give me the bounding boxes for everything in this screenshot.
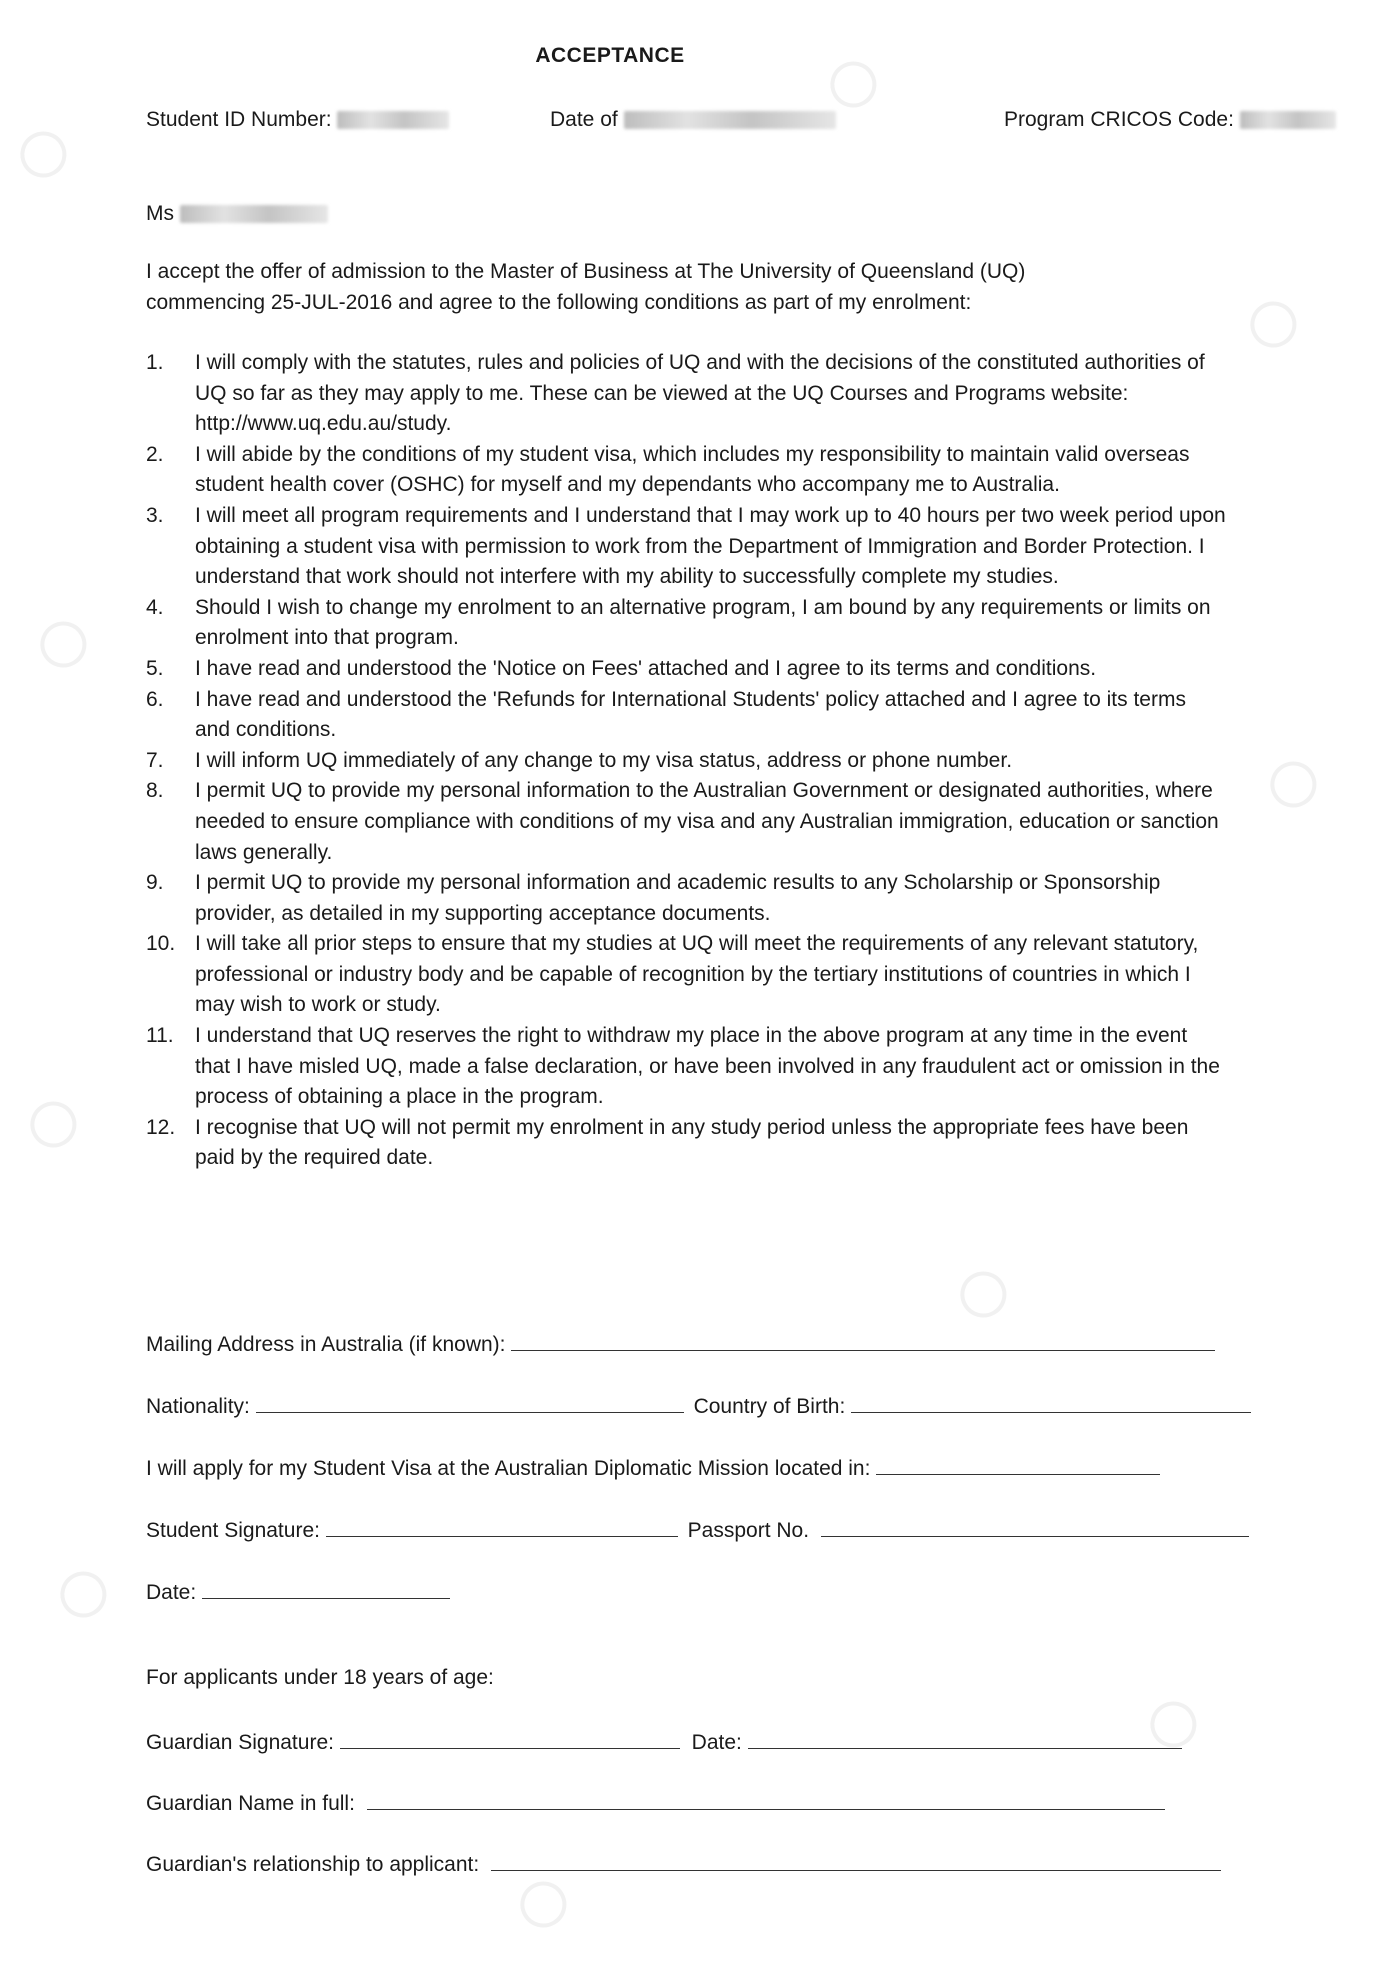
student-signature-row xyxy=(146,1514,1249,1543)
visa-mission-label: I will apply for my Student Visa at the Australian Diplomatic Mission located in: xyxy=(146,1457,871,1480)
guardian-section-heading: For applicants under 18 years of age: xyxy=(146,1666,494,1689)
list-item xyxy=(146,593,1226,654)
guardian-relationship-row xyxy=(146,1848,1221,1877)
date-row xyxy=(146,1576,450,1605)
date-of-birth-label: Date of xyxy=(550,108,618,131)
list-item-number: 1. xyxy=(146,351,164,374)
guardian-date-label: Date: xyxy=(691,1731,742,1754)
date-field[interactable] xyxy=(202,1576,450,1599)
list-item xyxy=(146,501,1226,593)
salutation xyxy=(146,202,328,226)
guardian-name-field[interactable] xyxy=(367,1787,1165,1810)
country-of-birth-label: Country of Birth: xyxy=(693,1395,846,1418)
page-title: ACCEPTANCE xyxy=(535,44,685,67)
student-id-redacted xyxy=(337,111,449,129)
list-item-number: 11. xyxy=(146,1024,174,1048)
list-item-text: I have read and understood the 'Refunds for International Students' policy attached and I agree to its terms and conditions. xyxy=(195,687,1186,742)
list-item-text: Should I wish to change my enrolment to an alternative program, I am bound by any requirements or limits on enrolment into that program. xyxy=(195,595,1211,650)
list-item xyxy=(146,440,1226,501)
list-item xyxy=(146,1113,1226,1174)
watermark-seal-icon xyxy=(1242,290,1310,356)
list-item-number: 6. xyxy=(146,687,164,711)
list-item-number: 4. xyxy=(146,595,164,619)
watermark-seal-icon xyxy=(952,1260,1020,1326)
list-item-text: I understand that UQ reserves the right to withdraw my place in the above program at any time in the event that I have misled UQ, made a false declaration, or have been involved in any fraudulent act or omission in the process of obtaining a place in the program. xyxy=(195,1024,1220,1109)
student-signature-field[interactable] xyxy=(326,1514,678,1537)
watermark-seal-icon xyxy=(1262,750,1330,816)
list-item-number: 8. xyxy=(146,779,164,803)
watermark-seal-icon xyxy=(512,1870,580,1936)
student-id-label: Student ID Number: xyxy=(146,108,332,131)
list-item-number: 10. xyxy=(146,932,176,956)
guardian-relationship-field[interactable] xyxy=(491,1848,1221,1871)
cricos-code-field xyxy=(1004,108,1336,132)
list-item-text: I will inform UQ immediately of any change to my visa status, address or phone number. xyxy=(195,748,1013,772)
guardian-signature-row xyxy=(146,1726,1182,1755)
visa-mission-row xyxy=(146,1452,1160,1481)
list-item-text: I will meet all program requirements and I understand that I may work up to 40 hours per two week period upon obtaining a student visa with permission to work from the Department of Immigration and Border Protection. I understand that work should not interfere with my ability to successfully complete my studies. xyxy=(195,503,1226,589)
list-item-number: 12. xyxy=(146,1115,176,1139)
list-item xyxy=(146,348,1226,440)
country-of-birth-field[interactable] xyxy=(851,1390,1251,1413)
mailing-address-field[interactable] xyxy=(511,1328,1215,1351)
list-item-number: 2. xyxy=(146,442,164,466)
list-item xyxy=(146,929,1226,1021)
list-item-number: 7. xyxy=(146,748,164,772)
list-item-text: I have read and understood the 'Notice on Fees' attached and I agree to its terms and conditions. xyxy=(195,656,1097,680)
mailing-address-label: Mailing Address in Australia (if known): xyxy=(146,1333,506,1356)
watermark-seal-icon xyxy=(52,1560,120,1626)
list-item xyxy=(146,776,1226,868)
watermark-seal-icon xyxy=(22,1090,90,1156)
date-of-birth-redacted xyxy=(624,111,836,129)
acceptance-statement: I accept the offer of admission to the Master of Business at The University of Queensland (UQ) commencing 25-JUL-2016 and agree to the following conditions as part of my enrolment: xyxy=(146,260,1026,314)
student-signature-label: Student Signature: xyxy=(146,1519,320,1542)
guardian-relationship-label: Guardian's relationship to applicant: xyxy=(146,1853,480,1876)
mailing-address-row xyxy=(146,1328,1215,1357)
list-item-text: I will abide by the conditions of my student visa, which includes my responsibility to maintain valid overseas student health cover (OSHC) for myself and my dependants who accompany me to Australia. xyxy=(195,442,1190,497)
list-item xyxy=(146,868,1226,929)
list-item-text: I recognise that UQ will not permit my enrolment in any study period unless the appropriate fees have been paid by the required date. xyxy=(195,1115,1189,1170)
list-item-number: 3. xyxy=(146,503,164,527)
list-item xyxy=(146,654,1226,685)
guardian-signature-label: Guardian Signature: xyxy=(146,1731,334,1754)
list-item-text: I will take all prior steps to ensure that my studies at UQ will meet the requirements of any relevant statutory, professional or industry body and be capable of recognition by the tertiary institutions of countries in which I may wish to work or study. xyxy=(195,932,1199,1017)
guardian-name-label: Guardian Name in full: xyxy=(146,1792,355,1815)
date-of-birth-field xyxy=(550,108,836,132)
list-item-text: I permit UQ to provide my personal information to the Australian Government or designated authorities, where needed to ensure compliance with conditions of my visa and any Australian immigration, education or sanction laws generally. xyxy=(195,779,1219,864)
list-item xyxy=(146,1021,1226,1113)
nationality-row xyxy=(146,1390,1251,1419)
guardian-date-field[interactable] xyxy=(748,1726,1182,1749)
date-label: Date: xyxy=(146,1581,197,1604)
list-item-number: 5. xyxy=(146,656,164,680)
list-item xyxy=(146,685,1226,746)
watermark-seal-icon xyxy=(12,120,80,186)
list-item-number: 9. xyxy=(146,871,164,895)
nationality-field[interactable] xyxy=(256,1390,684,1413)
passport-field[interactable] xyxy=(821,1514,1249,1537)
list-item xyxy=(146,746,1226,777)
conditions-list xyxy=(146,348,1226,1174)
student-id-field xyxy=(146,108,449,132)
guardian-signature-field[interactable] xyxy=(340,1726,680,1749)
list-item-text: I will comply with the statutes, rules and policies of UQ and with the decisions of the constituted authorities of UQ so far as they may apply to me. These can be viewed at the UQ Courses and Programs website: http://www.uq.edu.au/study. xyxy=(195,351,1205,436)
list-item-text: I permit UQ to provide my personal information and academic results to any Scholarship or Sponsorship provider, as detailed in my supporting acceptance documents. xyxy=(195,871,1161,925)
applicant-name-redacted xyxy=(180,205,328,223)
guardian-name-row xyxy=(146,1787,1165,1816)
cricos-code-label: Program CRICOS Code: xyxy=(1004,108,1234,131)
nationality-label: Nationality: xyxy=(146,1395,250,1418)
cricos-code-redacted xyxy=(1240,111,1336,129)
passport-label: Passport No. xyxy=(687,1519,810,1542)
salutation-title: Ms xyxy=(146,202,174,225)
watermark-seal-icon xyxy=(32,610,100,676)
visa-mission-field[interactable] xyxy=(876,1452,1160,1475)
